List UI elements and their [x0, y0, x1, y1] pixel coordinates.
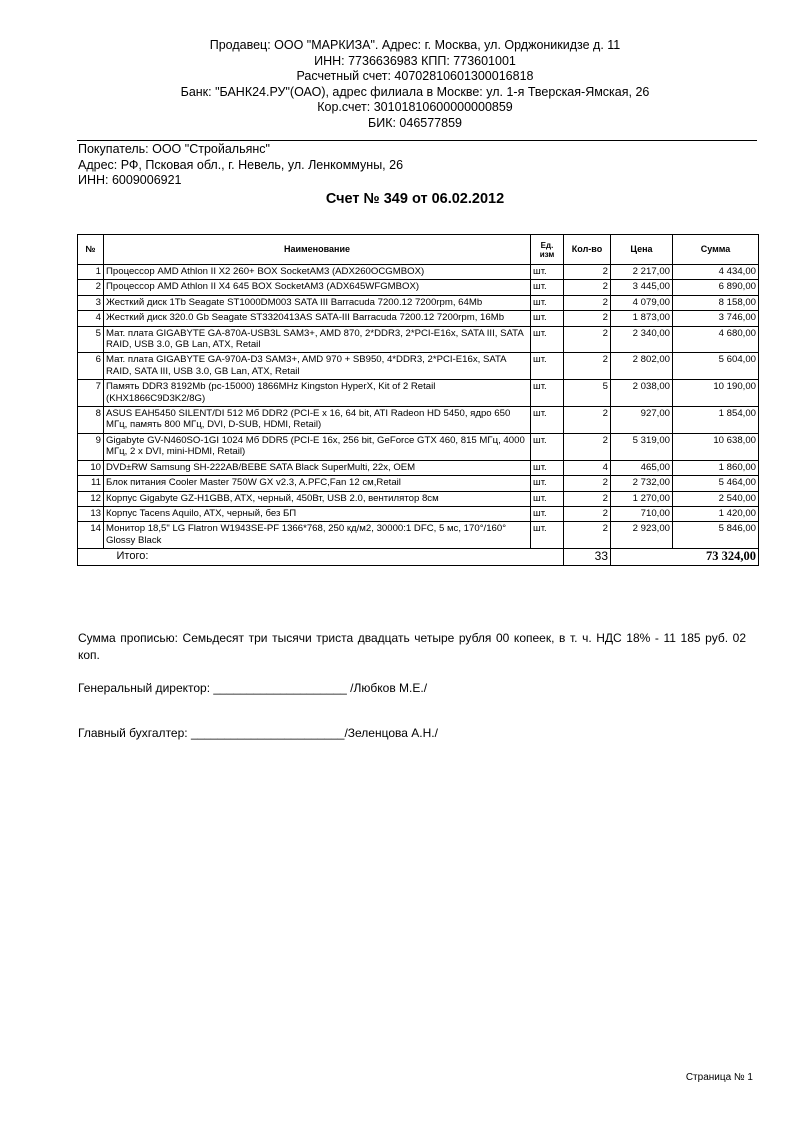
row-number: 1: [78, 265, 104, 280]
row-qty: 2: [564, 295, 611, 310]
table-row: [78, 265, 759, 280]
row-name: Процессор AMD Athlon II X2 260+ BOX SocketAM3 (ADX260OCGMBOX): [104, 265, 531, 280]
row-name: Gigabyte GV-N460SO-1GI 1024 Мб DDR5 (PCI-E 16x, 256 bit, GeForce GTX 460, 815 МГц, 4000 МГц, 2 x DVI, mini-HDMI, Retail): [104, 433, 531, 460]
row-sum: 1 860,00: [673, 460, 759, 475]
col-header-unit-line2: изм: [539, 249, 555, 259]
row-name: Блок питания Cooler Master 750W GX v2.3, A.PFC,Fan 12 см,Retail: [104, 476, 531, 491]
row-qty: 2: [564, 353, 611, 380]
table-row: [78, 326, 759, 353]
col-header-unit-line1: Ед.: [540, 240, 554, 250]
row-sum: 2 540,00: [673, 491, 759, 506]
row-qty: 2: [564, 476, 611, 491]
accountant-signature: Главный бухгалтер: _______________________/Зеленцова А.Н./: [78, 726, 438, 740]
row-number: 3: [78, 295, 104, 310]
seller-bik: БИК: 046577859: [368, 115, 462, 130]
row-number: 13: [78, 506, 104, 521]
row-price: 2 923,00: [611, 522, 673, 549]
page-number: Страница № 1: [685, 1072, 753, 1083]
row-sum: 6 890,00: [673, 280, 759, 295]
table-row: [78, 506, 759, 521]
row-name: Монитор 18,5" LG Flatron W1943SE-PF 1366*768, 250 кд/м2, 30000:1 DFC, 5 мс, 170°/160° Glossy Black: [104, 522, 531, 549]
row-unit: шт.: [531, 491, 564, 506]
seller-account: Расчетный счет: 40702810601300016818: [296, 69, 534, 84]
row-qty: 2: [564, 491, 611, 506]
row-number: 12: [78, 491, 104, 506]
total-label: Итого:: [104, 549, 564, 565]
buyer-address: Адрес: РФ, Псковая обл., г. Невель, ул. Ленкоммуны, 26: [78, 157, 404, 172]
row-qty: 2: [564, 506, 611, 521]
table-row: [78, 407, 759, 434]
table-row: [78, 460, 759, 475]
row-price: 2 217,00: [611, 265, 673, 280]
row-sum: 10 190,00: [673, 380, 759, 407]
row-unit: шт.: [531, 407, 564, 434]
row-price: 1 270,00: [611, 491, 673, 506]
row-sum: 5 464,00: [673, 476, 759, 491]
row-name: Мат. плата GIGABYTE GA-970A-D3 SAM3+, AMD 970 + SB950, 4*DDR3, 2*PCI-E16x, SATA RAID, SATA III, USB 3.0, GB Lan, ATX, Retail: [104, 353, 531, 380]
buyer-block: [78, 142, 403, 189]
row-unit: шт.: [531, 522, 564, 549]
row-number: 14: [78, 522, 104, 549]
row-sum: 5 846,00: [673, 522, 759, 549]
total-sum: 73 324,00: [673, 549, 759, 565]
col-header-qty: Кол-во: [564, 235, 611, 265]
col-header-unit: [531, 235, 564, 265]
row-name: Жесткий диск 320.0 Gb Seagate ST3320413AS SATA-III Barracuda 7200.12 7200rpm, 16Mb: [104, 311, 531, 326]
row-qty: 4: [564, 460, 611, 475]
row-qty: 2: [564, 326, 611, 353]
row-price: 927,00: [611, 407, 673, 434]
table-row: [78, 522, 759, 549]
row-price: 3 445,00: [611, 280, 673, 295]
row-name: Мат. плата GIGABYTE GA-870A-USB3L SAM3+, AMD 870, 2*DDR3, 2*PCI-E16x, SATA III, SATA RAID, USB 3.0, GB Lan, ATX, Retail: [104, 326, 531, 353]
row-sum: 10 638,00: [673, 433, 759, 460]
row-unit: шт.: [531, 326, 564, 353]
row-number: 4: [78, 311, 104, 326]
row-number: 9: [78, 433, 104, 460]
row-unit: шт.: [531, 295, 564, 310]
table-header-row: [78, 235, 759, 265]
row-unit: шт.: [531, 460, 564, 475]
seller-corr-account: Кор.счет: 30101810600000000859: [317, 100, 513, 115]
total-spacer: [78, 549, 104, 565]
row-price: 2 802,00: [611, 353, 673, 380]
row-unit: шт.: [531, 506, 564, 521]
col-header-number: №: [78, 235, 104, 265]
row-sum: 5 604,00: [673, 353, 759, 380]
header-divider: [77, 140, 757, 141]
table-row: [78, 280, 759, 295]
amount-in-words: Сумма прописью: Семьдесят три тысячи триста двадцать четыре рубля 00 копеек, в т. ч. НДС 18% - 11 185 руб. 02 коп.: [78, 631, 746, 662]
row-name: Процессор AMD Athlon II X4 645 BOX SocketAM3 (ADX645WFGMBOX): [104, 280, 531, 295]
seller-block: [0, 38, 794, 132]
row-price: 2 732,00: [611, 476, 673, 491]
items-table: [77, 234, 759, 566]
row-qty: 2: [564, 311, 611, 326]
col-header-name: Наименование: [104, 235, 531, 265]
row-name: Жесткий диск 1Tb Seagate ST1000DM003 SATA III Barracuda 7200.12 7200rpm, 64Mb: [104, 295, 531, 310]
total-spacer-2: [611, 549, 673, 565]
row-price: 1 873,00: [611, 311, 673, 326]
table-row: [78, 311, 759, 326]
row-qty: 2: [564, 522, 611, 549]
row-qty: 2: [564, 265, 611, 280]
row-unit: шт.: [531, 265, 564, 280]
table-row: [78, 476, 759, 491]
row-price: 2 340,00: [611, 326, 673, 353]
row-price: 465,00: [611, 460, 673, 475]
row-sum: 4 680,00: [673, 326, 759, 353]
row-number: 10: [78, 460, 104, 475]
table-body: [78, 265, 759, 549]
row-price: 5 319,00: [611, 433, 673, 460]
row-name: Корпус Tacens Aquilo, ATX, черный, без БП: [104, 506, 531, 521]
row-sum: 3 746,00: [673, 311, 759, 326]
row-number: 6: [78, 353, 104, 380]
row-qty: 2: [564, 407, 611, 434]
row-unit: шт.: [531, 311, 564, 326]
row-qty: 2: [564, 433, 611, 460]
row-unit: шт.: [531, 380, 564, 407]
row-number: 8: [78, 407, 104, 434]
row-name: Память DDR3 8192Mb (pc-15000) 1866MHz Kingston HyperX, Kit of 2 Retail (KHX1866C9D3K2/8G): [104, 380, 531, 407]
table-row: [78, 380, 759, 407]
row-number: 5: [78, 326, 104, 353]
row-price: 710,00: [611, 506, 673, 521]
seller-inn-kpp: ИНН: 7736636983 КПП: 773601001: [314, 53, 516, 68]
row-qty: 5: [564, 380, 611, 407]
row-name: DVD±RW Samsung SH-222AB/BEBE SATA Black SuperMulti, 22x, OEM: [104, 460, 531, 475]
buyer-inn: ИНН: 6009006921: [78, 173, 182, 187]
row-unit: шт.: [531, 353, 564, 380]
row-unit: шт.: [531, 476, 564, 491]
seller-bank: Банк: "БАНК24.РУ"(ОАО), адрес филиала в Москве: ул. 1-я Тверская-Ямская, 26: [180, 84, 650, 99]
row-unit: шт.: [531, 433, 564, 460]
table-row: [78, 353, 759, 380]
row-number: 2: [78, 280, 104, 295]
row-unit: шт.: [531, 280, 564, 295]
table-total-row: [78, 549, 759, 565]
table-row: [78, 491, 759, 506]
row-name: Корпус Gigabyte GZ-H1GBB, ATX, черный, 450Вт, USB 2.0, вентилятор 8см: [104, 491, 531, 506]
col-header-price: Цена: [611, 235, 673, 265]
row-sum: 1 420,00: [673, 506, 759, 521]
seller-name-address: Продавец: ООО "МАРКИЗА". Адрес: г. Москва, ул. Орджоникидзе д. 11: [209, 38, 621, 52]
table-row: [78, 295, 759, 310]
row-price: 2 038,00: [611, 380, 673, 407]
table-row: [78, 433, 759, 460]
invoice-title: Счет № 349 от 06.02.2012: [325, 191, 505, 207]
row-sum: 1 854,00: [673, 407, 759, 434]
row-qty: 2: [564, 280, 611, 295]
col-header-sum: Сумма: [673, 235, 759, 265]
total-qty: 33: [564, 549, 611, 565]
row-sum: 8 158,00: [673, 295, 759, 310]
row-price: 4 079,00: [611, 295, 673, 310]
row-number: 7: [78, 380, 104, 407]
row-number: 11: [78, 476, 104, 491]
director-signature: Генеральный директор: ____________________ /Любков М.Е./: [78, 681, 428, 695]
row-name: ASUS EAH5450 SILENT/DI 512 Мб DDR2 (PCI-E x 16, 64 bit, ATI Radeon HD 5450, ядро 650 МГц, память 800 МГц, DVI, D-SUB, HDMI, Retail): [104, 407, 531, 434]
row-sum: 4 434,00: [673, 265, 759, 280]
buyer-name: Покупатель: ООО "Стройальянс": [78, 142, 270, 156]
